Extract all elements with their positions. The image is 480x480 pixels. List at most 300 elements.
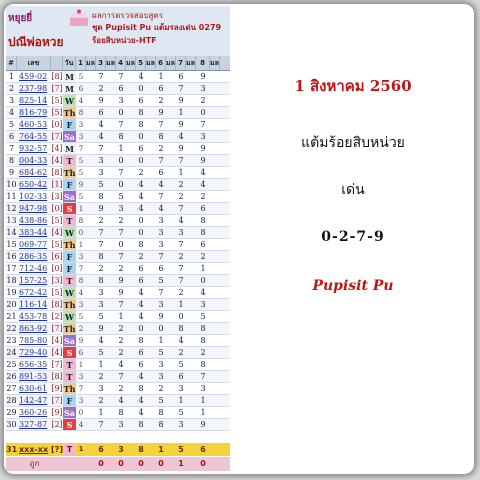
table-row — [6, 275, 230, 287]
weekday-badge: S — [63, 203, 76, 214]
week-digit: 5 — [78, 157, 84, 165]
spacer-cell — [146, 215, 156, 226]
group-digit: [9] — [51, 408, 63, 417]
spacer-cell — [186, 443, 196, 456]
digit-value: 2 — [178, 288, 184, 297]
spacer-cell — [86, 287, 96, 298]
digit-value: 2 — [178, 348, 184, 357]
table-row — [6, 227, 230, 239]
group-digit: [7] — [51, 324, 63, 333]
spacer-cell — [126, 371, 136, 382]
sheet-title-line2: ชุด Pupisit Pu แต้มรลงเด่น 0279 — [92, 23, 222, 32]
weekday-badge: W — [63, 227, 76, 238]
digit-value: 3 — [98, 384, 104, 393]
week-digit: 1 — [78, 361, 84, 369]
spacer-cell — [86, 167, 96, 178]
spacer-cell — [166, 179, 176, 190]
weekday-badge: Th — [63, 108, 76, 118]
prediction-panel — [232, 4, 474, 474]
digit-value: 1 — [98, 408, 104, 417]
row-number: 31 — [6, 445, 17, 454]
result-code: 459-02 — [19, 72, 48, 81]
spacer-cell — [166, 443, 176, 456]
column-header: 4 — [116, 56, 126, 70]
table-row — [6, 359, 230, 371]
group-digit: [5] — [51, 240, 63, 249]
digit-value: 7 — [178, 264, 184, 273]
digit-value: 2 — [138, 252, 144, 261]
spacer-cell — [146, 299, 156, 310]
digit-value: 4 — [200, 288, 206, 297]
weekday-badge: Th — [63, 300, 76, 310]
digit-value: 2 — [158, 384, 164, 393]
spacer-cell — [186, 155, 196, 166]
digit-value: 4 — [138, 408, 144, 417]
week-digit: 7 — [78, 265, 84, 273]
row-number: 15 — [6, 240, 17, 249]
spacer-cell — [146, 371, 156, 382]
spacer-cell — [186, 143, 196, 154]
spacer-cell — [86, 347, 96, 358]
digit-value: 7 — [98, 144, 104, 153]
digit-value: 3 — [158, 216, 164, 225]
column-header: 3 — [96, 56, 106, 70]
spacer-cell — [106, 251, 116, 262]
group-digit: [0] — [51, 204, 63, 213]
digit-value: 3 — [158, 300, 164, 309]
weekday-badge: T — [63, 275, 76, 286]
result-code: 672-42 — [19, 288, 48, 297]
digit-value: 8 — [200, 216, 206, 225]
weekday-badge: T — [63, 359, 76, 370]
digit-value: 8 — [158, 408, 164, 417]
digit-value: 9 — [200, 72, 206, 81]
digit-value: 2 — [158, 144, 164, 153]
result-code: 947-98 — [19, 204, 48, 213]
spacer-cell — [126, 347, 136, 358]
spacer-cell — [186, 191, 196, 202]
hit-count: 1 — [178, 459, 184, 468]
digit-value: 6 — [158, 168, 164, 177]
spacer-cell — [106, 155, 116, 166]
digit-value: 6 — [158, 264, 164, 273]
digit-value: 9 — [200, 144, 206, 153]
row-number: 14 — [6, 228, 17, 237]
column-header: มล — [126, 56, 136, 70]
spacer-cell — [146, 407, 156, 418]
hit-count: 0 — [200, 459, 206, 468]
spacer-cell — [210, 323, 220, 334]
digit-value: 3 — [98, 288, 104, 297]
digit-value: 6 — [118, 84, 124, 93]
spacer-cell — [186, 167, 196, 178]
spacer-cell — [146, 119, 156, 130]
digit-value: 1 — [118, 312, 124, 321]
digit-value: 4 — [200, 168, 206, 177]
week-digit: 1 — [78, 445, 84, 453]
group-digit: [8] — [51, 300, 63, 309]
digit-value: 2 — [98, 396, 104, 405]
weekday-badge: M — [63, 71, 76, 82]
digit-value: 3 — [178, 384, 184, 393]
table-row — [6, 167, 230, 179]
spacer-cell — [166, 359, 176, 370]
spacer-cell — [210, 95, 220, 106]
digit-value: 6 — [138, 264, 144, 273]
digit-value: 4 — [138, 300, 144, 309]
result-code: 460-53 — [19, 120, 48, 129]
digit-value: 7 — [200, 120, 206, 129]
group-digit: [4] — [51, 348, 63, 357]
digit-value: 3 — [118, 445, 124, 454]
row-number: 2 — [8, 84, 15, 93]
spacer-cell — [126, 395, 136, 406]
digit-value: 4 — [178, 132, 184, 141]
spacer-cell — [210, 335, 220, 346]
spacer-cell — [126, 263, 136, 274]
spacer-cell — [186, 311, 196, 322]
digit-value: 1 — [200, 408, 206, 417]
spacer-cell — [106, 383, 116, 394]
spacer-cell — [186, 239, 196, 250]
spacer-cell — [146, 239, 156, 250]
digit-value: 9 — [200, 420, 206, 429]
spacer-cell — [166, 155, 176, 166]
digit-value: 7 — [98, 240, 104, 249]
digit-value: 6 — [178, 72, 184, 81]
weekday-badge: Sa — [64, 132, 75, 142]
spacer-cell — [186, 419, 196, 430]
digit-value: 7 — [158, 120, 164, 129]
digit-value: 8 — [118, 408, 124, 417]
spacer-cell — [106, 239, 116, 250]
spacer-cell — [63, 457, 86, 471]
logo — [8, 9, 64, 53]
group-digit: [5] — [51, 96, 63, 105]
table-row — [6, 395, 230, 407]
week-digit: 5 — [78, 169, 84, 177]
spacer-cell — [210, 383, 220, 394]
spacer-cell — [210, 443, 220, 456]
spacer-cell — [166, 335, 176, 346]
spacer-cell — [146, 347, 156, 358]
weekday-badge: T — [63, 215, 76, 226]
spacer-cell — [146, 83, 156, 94]
table-row — [6, 263, 230, 275]
hit-count: 0 — [158, 459, 164, 468]
group-digit: [5] — [51, 288, 63, 297]
week-digit: 4 — [78, 421, 84, 429]
result-code: 004-33 — [19, 156, 48, 165]
spacer-cell — [166, 311, 176, 322]
group-digit: [4] — [51, 156, 63, 165]
spacer-cell — [126, 119, 136, 130]
column-header: 7 — [176, 56, 186, 70]
hit-count: 0 — [118, 459, 124, 468]
digit-value: 8 — [178, 324, 184, 333]
spacer-cell — [86, 443, 96, 456]
weekday-badge: T — [63, 155, 76, 166]
row-number: 3 — [8, 96, 15, 105]
digit-value: 2 — [138, 168, 144, 177]
spacer-cell — [146, 155, 156, 166]
spacer-cell — [166, 167, 176, 178]
digit-value: 2 — [118, 324, 124, 333]
spacer-cell — [86, 203, 96, 214]
group-digit: [3] — [51, 276, 63, 285]
digit-value: 7 — [178, 156, 184, 165]
column-header: # — [6, 56, 17, 70]
spacer-cell — [210, 287, 220, 298]
digit-value: 5 — [200, 312, 206, 321]
column-header: 8 — [196, 56, 210, 70]
weekday-badge: W — [63, 287, 76, 298]
result-code: 932-57 — [19, 144, 48, 153]
spacer-cell — [186, 395, 196, 406]
weekday-badge: Th — [63, 168, 76, 178]
spacer-cell — [166, 323, 176, 334]
table-row — [6, 203, 230, 215]
spacer-cell — [186, 323, 196, 334]
digit-value: 8 — [138, 420, 144, 429]
digit-value: 2 — [178, 180, 184, 189]
digit-value: 8 — [158, 132, 164, 141]
result-code: 438-86 — [19, 216, 48, 225]
digit-value: 0 — [138, 228, 144, 237]
digit-value: 9 — [178, 96, 184, 105]
digit-value: 0 — [158, 324, 164, 333]
digit-value: 5 — [158, 396, 164, 405]
spacer-cell — [210, 347, 220, 358]
spacer-cell — [86, 131, 96, 142]
spacer-cell — [166, 191, 176, 202]
row-number: 11 — [6, 192, 17, 201]
spacer-cell — [86, 299, 96, 310]
spacer-cell — [86, 395, 96, 406]
row-number: 10 — [6, 180, 17, 189]
spacer-cell — [210, 167, 220, 178]
spacer-cell — [166, 299, 176, 310]
result-sheet — [6, 6, 230, 474]
digit-value: 2 — [98, 84, 104, 93]
spacer-cell — [146, 95, 156, 106]
table-row — [6, 191, 230, 203]
spacer-cell — [126, 83, 136, 94]
spacer-cell — [146, 179, 156, 190]
digit-value: 7 — [118, 252, 124, 261]
result-code: 116-14 — [19, 300, 48, 309]
spacer-cell — [186, 203, 196, 214]
row-number: 16 — [6, 252, 17, 261]
group-digit: [5] — [51, 216, 63, 225]
digit-value: 3 — [158, 228, 164, 237]
digit-value: 5 — [98, 180, 104, 189]
result-code: 630-61 — [19, 384, 48, 393]
group-digit: [7] — [51, 132, 63, 141]
result-code: 286-35 — [19, 252, 48, 261]
logo-text-top: หยุยยี่ — [8, 13, 33, 24]
table-row — [6, 215, 230, 227]
spacer-cell — [106, 347, 116, 358]
column-header-row — [6, 56, 230, 71]
highlight-numbers: 0-2-7-9 — [321, 229, 385, 245]
spacer-cell — [106, 395, 116, 406]
digit-value: 7 — [158, 192, 164, 201]
digit-value: 5 — [178, 360, 184, 369]
week-digit: 2 — [78, 325, 84, 333]
digit-value: 9 — [98, 96, 104, 105]
digit-value: 4 — [138, 372, 144, 381]
spacer-cell — [210, 371, 220, 382]
digit-value: 0 — [118, 240, 124, 249]
spacer-cell — [186, 407, 196, 418]
spacer-cell — [86, 227, 96, 238]
spacer-cell — [166, 239, 176, 250]
digit-value: 6 — [138, 360, 144, 369]
weekday-badge: F — [63, 179, 76, 190]
cake-icon — [68, 9, 90, 27]
spacer-cell — [146, 335, 156, 346]
week-digit: 5 — [78, 193, 84, 201]
column-header: 1 — [76, 56, 86, 70]
digit-value: 6 — [200, 240, 206, 249]
row-number: 21 — [6, 312, 17, 321]
weekday-badge: Th — [63, 384, 76, 394]
week-digit: 3 — [78, 253, 84, 261]
column-header: 5 — [136, 56, 146, 70]
digit-value: 6 — [200, 204, 206, 213]
digit-value: 0 — [138, 84, 144, 93]
spacer-cell — [210, 359, 220, 370]
table-row — [6, 299, 230, 311]
digit-value: 4 — [138, 204, 144, 213]
digit-value: 7 — [98, 72, 104, 81]
spacer-cell — [186, 95, 196, 106]
result-code: 142-47 — [19, 396, 48, 405]
weekday-badge: F — [63, 263, 76, 274]
spacer-cell — [126, 131, 136, 142]
group-digit: [9] — [51, 384, 63, 393]
column-header: มล — [166, 56, 176, 70]
spacer-cell — [86, 359, 96, 370]
spacer-cell — [126, 191, 136, 202]
weekday-badge: M — [63, 143, 76, 154]
spacer-cell — [86, 275, 96, 286]
spacer-cell — [146, 275, 156, 286]
group-digit: [0] — [51, 264, 63, 273]
digit-value: 3 — [98, 300, 104, 309]
digit-value: 6 — [158, 84, 164, 93]
spacer-cell — [186, 107, 196, 118]
digit-value: 5 — [98, 312, 104, 321]
spacer-cell — [86, 419, 96, 430]
digit-value: 1 — [158, 445, 164, 454]
weekday-badge: F — [63, 251, 76, 262]
result-code: 069-77 — [19, 240, 48, 249]
spacer-cell — [210, 311, 220, 322]
week-digit: 8 — [78, 277, 84, 285]
spacer-cell — [106, 419, 116, 430]
hit-count: 0 — [138, 459, 144, 468]
digit-value: 9 — [98, 324, 104, 333]
week-digit: 0 — [78, 409, 84, 417]
spacer-cell — [166, 119, 176, 130]
group-digit: [4] — [51, 228, 63, 237]
spacer-cell — [106, 263, 116, 274]
column-header: มล — [186, 56, 196, 70]
row-number: 17 — [6, 264, 17, 273]
spacer-cell — [106, 227, 116, 238]
spacer-cell — [186, 299, 196, 310]
digit-value: 2 — [200, 348, 206, 357]
summary-row — [6, 443, 230, 456]
column-header: มล — [106, 56, 116, 70]
digit-value: 1 — [158, 336, 164, 345]
author-signature: Pupisit Pu — [312, 278, 394, 294]
spacer-cell — [146, 203, 156, 214]
row-number: 1 — [8, 72, 15, 81]
spacer-cell — [166, 407, 176, 418]
digit-value: 3 — [118, 204, 124, 213]
digit-value: 4 — [98, 120, 104, 129]
spacer-cell — [106, 215, 116, 226]
digit-value: 8 — [200, 360, 206, 369]
spacer-cell — [146, 323, 156, 334]
hit-count: 0 — [98, 459, 104, 468]
digit-value: 7 — [158, 288, 164, 297]
spacer-cell — [126, 215, 136, 226]
week-digit: 1 — [78, 205, 84, 213]
spacer-cell — [126, 443, 136, 456]
digit-value: 4 — [138, 396, 144, 405]
group-digit: [6] — [51, 252, 63, 261]
group-digit: [5] — [51, 108, 63, 117]
table-row — [6, 251, 230, 263]
digit-value: 3 — [178, 420, 184, 429]
result-code: 360-26 — [19, 408, 48, 417]
spacer-cell — [126, 457, 136, 471]
digit-value: 5 — [178, 408, 184, 417]
spacer-cell — [186, 179, 196, 190]
spacer-cell — [210, 457, 220, 471]
week-digit: 5 — [78, 73, 84, 81]
digit-value: 1 — [200, 396, 206, 405]
digit-value: 2 — [98, 264, 104, 273]
spacer-cell — [210, 191, 220, 202]
spacer-cell — [210, 395, 220, 406]
digit-value: 1 — [178, 168, 184, 177]
week-digit: 4 — [78, 289, 84, 297]
result-code: 816-79 — [19, 108, 48, 117]
digit-value: 2 — [200, 192, 206, 201]
digit-value: 4 — [98, 336, 104, 345]
spacer-cell — [106, 275, 116, 286]
digit-value: 0 — [138, 216, 144, 225]
weekday-badge: F — [63, 119, 76, 130]
spacer-cell — [86, 107, 96, 118]
digit-value: 7 — [178, 240, 184, 249]
spacer-cell — [126, 107, 136, 118]
digit-value: 4 — [178, 336, 184, 345]
spacer-cell — [166, 143, 176, 154]
digit-value: 7 — [118, 372, 124, 381]
digit-value: 6 — [178, 372, 184, 381]
group-digit: [7] — [51, 84, 63, 93]
spacer-cell — [186, 347, 196, 358]
digit-value: 8 — [138, 240, 144, 249]
digit-value: 0 — [138, 156, 144, 165]
digit-value: 4 — [98, 132, 104, 141]
